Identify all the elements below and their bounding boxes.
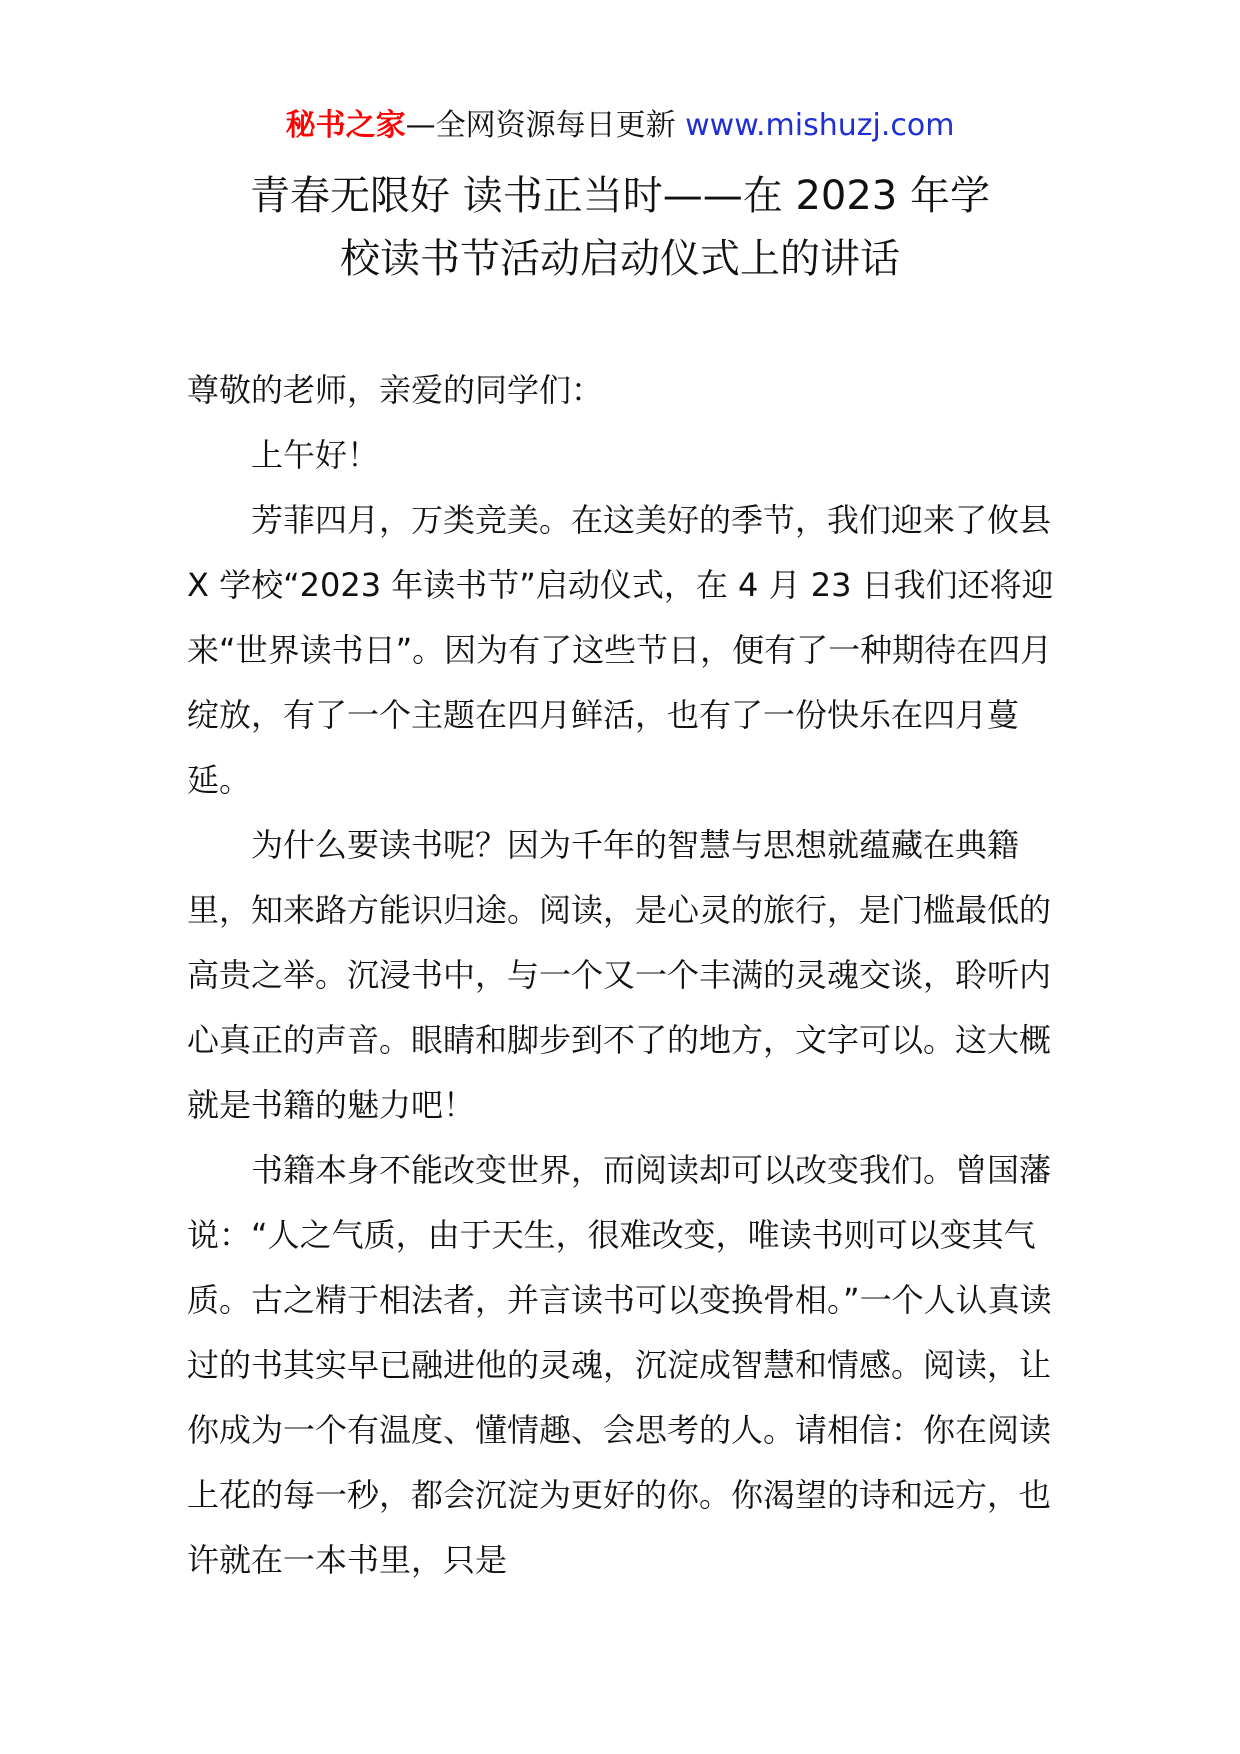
brand-name: 秘书之家 — [285, 108, 406, 143]
paragraph-1: 芳菲四月，万类竞美。在这美好的季节，我们迎来了攸县 X 学校“2023 年读书节”启动仪式，在 4 月 23 日我们还将迎来“世界读书日”。因为有了这些节日，便有了一种期待在四月绽放，有了一个主题在四月鲜活，也有了一份快乐在四月蔓延。 — [187, 501, 1054, 799]
site-header — [0, 104, 1240, 148]
salutation: 尊敬的老师，亲爱的同学们： — [187, 371, 604, 409]
page-title — [150, 165, 1090, 291]
paragraph-2: 为什么要读书呢？因为千年的智慧与思想就蕴藏在典籍里，知来路方能识归途。阅读，是心灵的旅行，是门槛最低的高贵之举。沉浸书中，与一个又一个丰满的灵魂交谈，聆听内心真正的声音。眼睛和脚步到不了的地方，文字可以。这大概就是书籍的魅力吧！ — [187, 826, 1052, 1124]
title-line-2: 校读书节活动启动仪式上的讲话 — [340, 236, 900, 282]
header-slogan: —全网资源每日更新 — [405, 108, 676, 143]
speech-body — [187, 358, 1067, 1593]
paragraph-3: 书籍本身不能改变世界，而阅读却可以改变我们。曾国藩说：“人之气质，由于天生，很难改变，唯读书则可以变其气质。古之精于相法者，并言读书可以变换骨相。”一个人认真读过的书其实早已融进他的灵魂，沉淀成智慧和情感。阅读，让你成为一个有温度、懂情趣、会思考的人。请相信：你在阅读上花的每一秒，都会沉淀为更好的你。你渴望的诗和远方，也许就在一本书里，只是 — [187, 1151, 1052, 1579]
site-url-link[interactable]: www.mishuzj.com — [685, 108, 955, 143]
paragraph-greeting: 上午好！ — [251, 436, 380, 474]
title-line-1: 青春无限好 读书正当时——在 2023 年学 — [250, 173, 990, 219]
